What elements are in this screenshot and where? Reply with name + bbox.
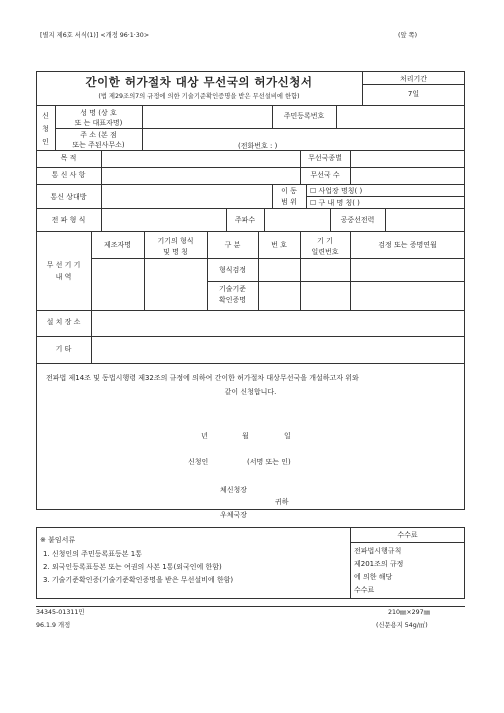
recipient-minister: 우체국장 <box>220 511 248 519</box>
number-header: 번 호 <box>271 241 287 249</box>
recipient-office: 체신청장 <box>220 486 248 494</box>
attachment-item: 2. 외국인등록표등본 또는 여권의 사본 1통(외국인에 한함) <box>43 563 222 571</box>
name-label: 성 명 (상 호 또 는 대표자명) <box>74 109 123 127</box>
cert-date-header: 검정 또는 증명연월 <box>378 241 437 249</box>
processing-period-label: 처리기간 <box>399 75 428 83</box>
premises-checkbox: ☐ 구 내 명 칭( ) <box>310 199 360 207</box>
maker-header: 제조자명 <box>103 241 132 249</box>
paper-type: (신문용지 54g/㎡) <box>376 622 428 629</box>
phone-number: (전화번호 : ) <box>238 142 278 150</box>
applicant-sign-label: 신청인 <box>188 458 209 466</box>
type-test-label: 형식검정 <box>218 266 247 274</box>
applicant-group-label: 신 청 인 <box>42 112 49 146</box>
etc-label: 기 타 <box>55 345 72 353</box>
form-number: [별지 제6호 서식(1)] <개정 96·1·30> <box>40 32 150 39</box>
attachment-item: 3. 기술기준확인증(기술기준확인증명을 받은 무선설비에 한함) <box>43 576 234 584</box>
serial-header: 기 기 일련번호 <box>311 237 339 256</box>
page-side-label: (앞 쪽) <box>398 32 418 39</box>
revision-date: 96.1.9 개정 <box>36 622 71 629</box>
address-label: 주 소 (본 점 또는 주된사무소) <box>72 131 125 149</box>
date-month: 월 <box>242 432 249 440</box>
equipment-group-label: 무 선 기 기 내 역 <box>46 261 81 281</box>
purpose-label: 목 적 <box>60 154 77 162</box>
form-title: 간이한 허가절차 대상 무선국의 허가신청서 <box>85 75 313 89</box>
station-count-label: 무선국 수 <box>310 171 340 179</box>
business-site-checkbox: ☐ 사업장 명칭( ) <box>310 187 363 195</box>
antenna-power-label: 공중선전력 <box>340 216 375 224</box>
date-year: 년 <box>201 432 208 440</box>
radio-type-label: 전 파 형 식 <box>51 216 86 224</box>
attachments-title: ※ 붙임서류 <box>40 536 76 544</box>
form-subtitle: (법 제29조의7의 규정에 의한 기술기준확인증명을 받은 무선설비에 한함) <box>98 93 300 100</box>
model-header: 기기의 형식 및 명 칭 <box>157 237 194 256</box>
category-header: 구 분 <box>224 241 241 249</box>
form-code: 34345-01311민 <box>36 609 85 616</box>
date-day: 일 <box>284 432 291 440</box>
processing-period-value: 7일 <box>407 90 420 98</box>
comm-items-label: 통 신 사 항 <box>51 171 86 179</box>
paper-size: 210㎜×297㎜ <box>388 609 430 616</box>
resident-number-label: 주민등록번호 <box>283 112 325 120</box>
fee-label: 수수료 <box>397 531 418 539</box>
attachment-item: 1. 신청인의 주민등록표등본 1통 <box>43 550 142 558</box>
statement-line-1: 전파법 제14조 및 동법시행령 제32조의 규정에 의하여 간이한 허가절차 대상무선국을 개설하고자 위와 <box>46 374 359 382</box>
fee-text: 전파법시행규칙 제201조의 규정 에 의한 해당 수수료 <box>354 547 404 594</box>
tech-cert-label: 기술기준 확인증명 <box>218 285 247 304</box>
install-place-label: 설 치 장 소 <box>46 318 81 326</box>
station-type-label: 무선국종별 <box>308 154 342 162</box>
seal-note: (서명 또는 인) <box>247 458 291 466</box>
mobile-range-label: 이 동 범 위 <box>281 187 297 206</box>
recipient-suffix: 귀하 <box>275 498 289 506</box>
frequency-label: 주파수 <box>234 216 256 224</box>
statement-line-2: 같이 신청합니다. <box>224 388 277 396</box>
comm-partner-label: 통신 상대방 <box>50 193 87 201</box>
